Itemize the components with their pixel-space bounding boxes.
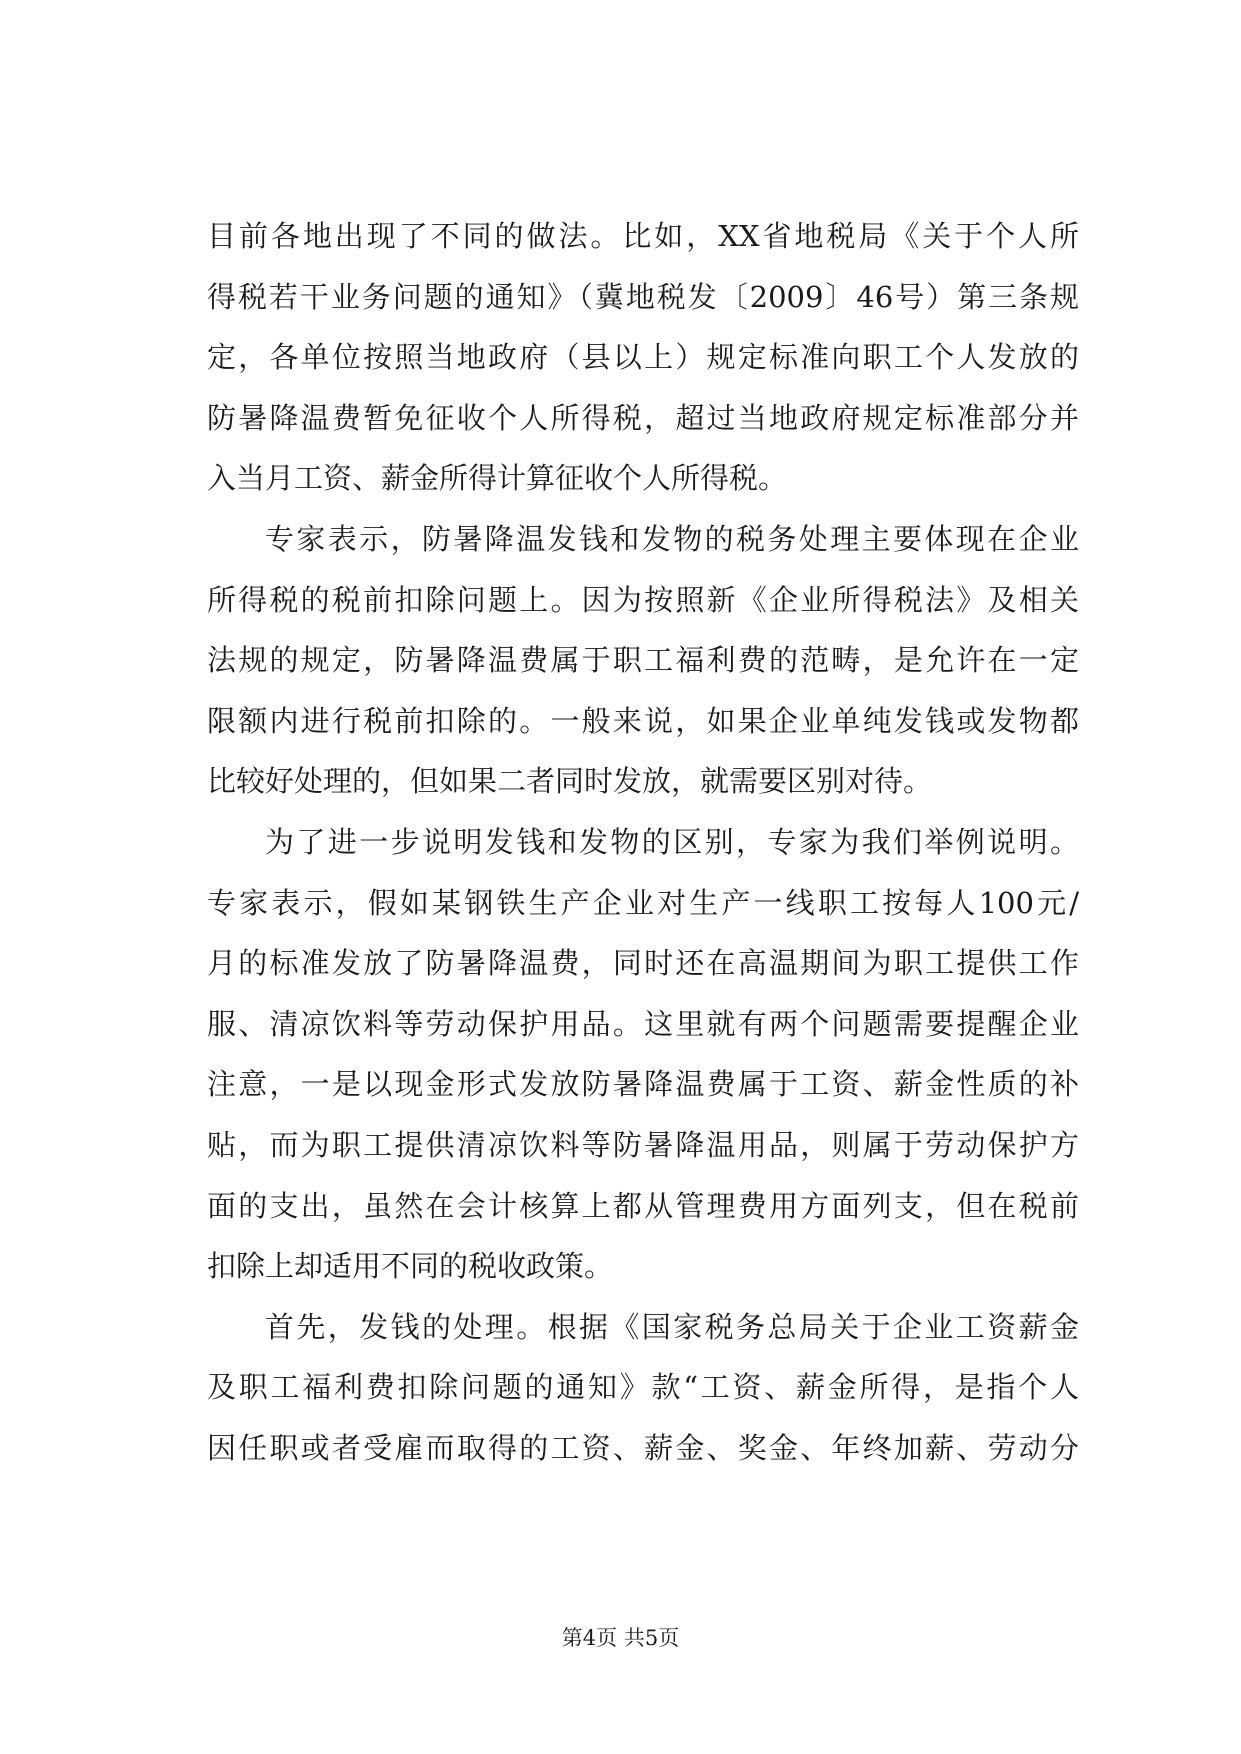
text-line: 定，各单位按照当地政府（县以上）规定标准向职工个人发放的 [207, 340, 1079, 375]
page-number-footer: 第4页 共5页 [561, 1626, 680, 1650]
text-line: 面的支出，虽然在会计核算上都从管理费用方面列支，但在税前 [207, 1188, 1079, 1223]
paragraph-first-line: 专家表示，防暑降温发钱和发物的税务处理主要体现在企业 [265, 521, 1079, 556]
text-line: 防暑降温费暂免征收个人所得税，超过当地政府规定标准部分并 [207, 400, 1079, 435]
document-body [207, 206, 1079, 1478]
text-line: 及职工福利费扣除问题的通知》款“工资、薪金所得，是指个人 [207, 1370, 1079, 1405]
text-line: 入当月工资、薪金所得计算征收个人所得税。 [207, 461, 788, 496]
text-line: 服、清凉饮料等劳动保护用品。这里就有两个问题需要提醒企业 [207, 1006, 1079, 1041]
paragraph-first-line: 首先，发钱的处理。根据《国家税务总局关于企业工资薪金 [265, 1309, 1079, 1344]
text-line: 限额内进行税前扣除的。一般来说，如果企业单纯发钱或发物都 [207, 703, 1079, 738]
text-line: 因任职或者受雇而取得的工资、薪金、奖金、年终加薪、劳动分 [207, 1430, 1079, 1465]
text-line: 法规的规定，防暑降温费属于职工福利费的范畴，是允许在一定 [207, 643, 1079, 678]
text-line: 比较好处理的，但如果二者同时发放，就需要区别对待。 [207, 764, 933, 799]
text-line: 注意，一是以现金形式发放防暑降温费属于工资、薪金性质的补 [207, 1067, 1079, 1102]
paragraph-first-line: 为了进一步说明发钱和发物的区别，专家为我们举例说明。 [265, 824, 1079, 859]
text-line: 所得税的税前扣除问题上。因为按照新《企业所得税法》及相关 [207, 582, 1079, 617]
text-line: 目前各地出现了不同的做法。比如，XX省地税局《关于个人所 [207, 219, 1079, 253]
text-line: 贴，而为职工提供清凉饮料等防暑降温用品，则属于劳动保护方 [207, 1127, 1079, 1162]
text-line: 月的标准发放了防暑降温费，同时还在高温期间为职工提供工作 [207, 946, 1079, 981]
text-line: 专家表示，假如某钢铁生产企业对生产一线职工按每人100元/ [207, 885, 1079, 920]
text-line: 得税若干业务问题的通知》（冀地税发〔2009〕46号）第三条规 [207, 279, 1079, 314]
text-line: 扣除上却适用不同的税收政策。 [207, 1249, 614, 1284]
